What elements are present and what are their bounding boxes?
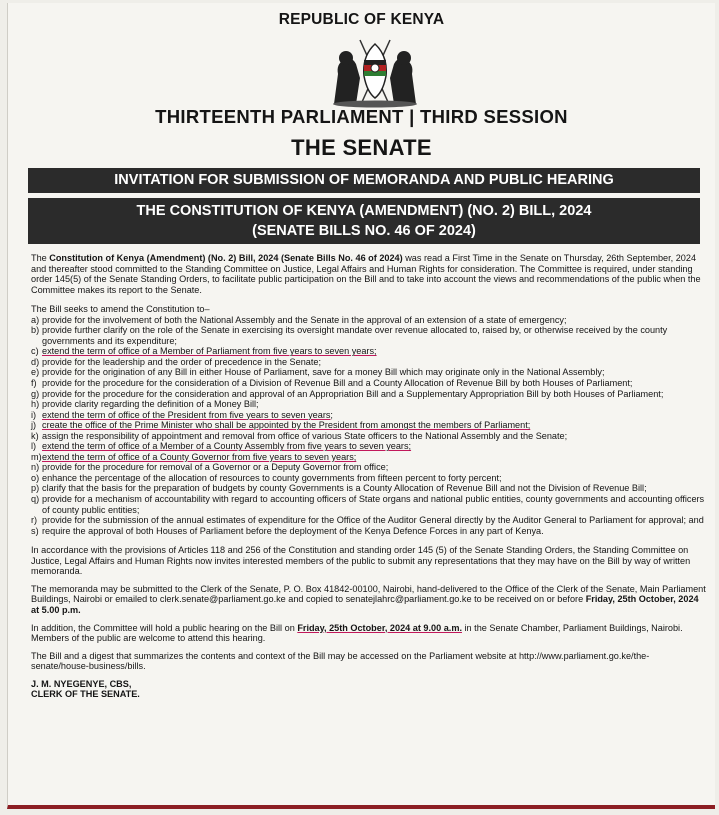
hearing-text-post: in the Senate Chamber, Parliament Buildings, Nairobi. Members of the public are welcome to attend this hearing.: [31, 622, 683, 644]
intro-paragraph: [31, 253, 707, 295]
list-item: [31, 325, 707, 346]
item-letter: r): [31, 515, 38, 526]
list-item: [31, 399, 707, 410]
item-letter: i): [31, 409, 37, 420]
notice-page: [7, 3, 715, 809]
item-text: provide clarity regarding the definition of a Money Bill;: [42, 399, 259, 410]
list-item: [31, 410, 707, 421]
item-letter: o): [31, 472, 40, 483]
item-text-underlined: extend the term of office of a County Governor from five years to seven years;: [42, 451, 357, 462]
item-letter: a): [31, 314, 40, 325]
bill-title-line-1: THE CONSTITUTION OF KENYA (AMENDMENT) (NO. 2) BILL, 2024: [136, 203, 592, 219]
list-item: [31, 515, 707, 526]
item-letter: l): [31, 441, 37, 452]
hearing-paragraph: [31, 623, 707, 644]
list-item: [31, 483, 707, 494]
memoranda-deadline: Friday, 25th October, 2024 at 5.00 p.m.: [31, 594, 699, 615]
item-letter: n): [31, 462, 40, 473]
item-text-underlined: create the office of the Prime Minister who shall be appointed by the President from amongst the members of Parliament;: [42, 420, 531, 431]
list-item: [31, 431, 707, 442]
invitation-banner: INVITATION FOR SUBMISSION OF MEMORANDA AND PUBLIC HEARING: [28, 168, 700, 193]
item-text: assign the responsibility of appointment and removal from office of various State officers to the National Assembly and the Senate;: [42, 430, 568, 441]
list-item: [31, 462, 707, 473]
item-letter: k): [31, 430, 39, 441]
session-heading: THIRTEENTH PARLIAMENT | THIRD SESSION: [155, 106, 568, 127]
item-letter: q): [31, 494, 40, 505]
bill-title-banner: [28, 198, 700, 244]
item-text: provide further clarify on the role of the Senate in exercising its oversight mandate over revenue allocated to, raised by, or otherwise received by the county governments and its expenditure;: [42, 325, 668, 346]
item-text-underlined: extend the term of office of a Member of Parliament from five years to seven years;: [42, 346, 377, 357]
list-item: [31, 378, 707, 389]
item-letter: m): [31, 451, 42, 462]
item-letter: h): [31, 399, 40, 410]
item-letter: c): [31, 346, 39, 357]
item-text-underlined: extend the term of office of a Member of a County Assembly from five years to seven years;: [42, 441, 412, 452]
list-intro: The Bill seeks to amend the Constitution to–: [31, 304, 210, 315]
item-letter: f): [31, 378, 37, 389]
list-item: [31, 473, 707, 484]
bill-name-bold: Constitution of Kenya (Amendment) (No. 2) Bill, 2024 (Senate Bills No. 46 of 2024): [49, 253, 403, 263]
item-text: clarify that the basis for the preparation of budgets by county Governments is a County Allocation of Revenue Bill and not the Division of Revenue Bill;: [42, 483, 647, 494]
item-text: provide for the procedure for the consideration of a Division of Revenue Bill and a County Allocation of Revenue Bill by both Houses of Parliament;: [42, 378, 633, 389]
list-item: [31, 315, 707, 326]
item-letter: e): [31, 367, 40, 378]
item-letter: d): [31, 356, 40, 367]
item-letter: g): [31, 388, 40, 399]
signatory-title: CLERK OF THE SENATE.: [31, 689, 140, 700]
item-text: require the approval of both Houses of Parliament before the deployment of the Kenya Defence Forces in any part of Kenya.: [42, 525, 544, 536]
item-text: provide for the procedure for the consideration and approval of an Appropriation Bill and a Supplementary Appropriation Bill by both Houses of Parliament;: [42, 388, 664, 399]
list-item: [31, 367, 707, 378]
intro-text-rest: was read a First Time in the Senate on Thursday, 26th September, 2024 and thereafter stood committed to the Standing Committee on Justice, Legal Affairs and Human Rights for consideration. The Committee is required, under standing order 145(5) of the Senate Standing Orders, to facilitate public participation on the Bill and to take into account the views and recommendations of the public when the Committee makes its report to the Senate.: [31, 253, 701, 295]
list-item: [31, 494, 707, 515]
list-item: [31, 526, 707, 537]
list-item: [31, 420, 707, 431]
senate-heading: THE SENATE: [291, 135, 432, 160]
item-letter: b): [31, 325, 40, 336]
hearing-date: Friday, 25th October, 2024 at 9.00 a.m.: [297, 622, 462, 633]
list-item: [31, 346, 707, 357]
memoranda-text: The memoranda may be submitted to the Clerk of the Senate, P. O. Box 41842-00100, Nairobi, hand-delivered to the Office of the Clerk of the Senate, Main Parliament Buildings, Nairobi or emailed to clerk.senate@parliament.go.ke and copied to senatejlahrc@parliament.go.ke to be received on or before: [31, 583, 706, 605]
list-item: [31, 357, 707, 368]
item-letter: j): [31, 420, 37, 431]
intro-text-pre: The: [31, 253, 50, 263]
item-text: enhance the percentage of the allocation of resources to county governments from fifteen percent to forty percent;: [42, 472, 502, 483]
list-item: [31, 441, 707, 452]
item-text: provide for the submission of the annual estimates of expenditure for the Office of the Auditor General directly by the Auditor General to Parliament for approval; and: [42, 515, 704, 526]
item-letter: p): [31, 483, 40, 494]
item-text: provide for the involvement of both the National Assembly and the Senate in the approval of an extension of a state of emergency;: [42, 314, 567, 325]
item-text: provide for the origination of any Bill in either House of Parliament, save for a money Bill which may originate only in the National Assembly;: [42, 367, 605, 378]
accordance-paragraph: In accordance with the provisions of Articles 118 and 256 of the Constitution and standing order 145 (5) of the Senate Standing Orders, the Standing Committee on Justice, Legal Affairs and Human Rights now invites interested members of the public to submit any representations that they may have on the Bill by way of written memoranda.: [31, 545, 691, 577]
coat-of-arms-icon: [326, 34, 424, 108]
hearing-text-pre: In addition, the Committee will hold a public hearing on the Bill on: [31, 622, 298, 633]
item-text: provide for a mechanism of accountability with regard to accounting officers of State organs and national public entities, county governments and accounting officers of county public entities;: [42, 494, 705, 515]
item-letter: s): [31, 525, 39, 536]
item-text-underlined: extend the term of office of the President from five years to seven years;: [42, 409, 333, 420]
republic-heading: REPUBLIC OF KENYA: [278, 11, 445, 28]
list-item: [31, 452, 707, 463]
signatory-name: J. M. NYEGENYE, CBS,: [31, 678, 132, 689]
memoranda-paragraph: [31, 584, 707, 616]
website-paragraph: The Bill and a digest that summarizes the contents and context of the Bill may be accessed on the Parliament website at http://www.parliament.go.ke/the-senate/house-business/bills.: [31, 650, 650, 672]
item-text: provide for the leadership and the order of precedence in the Senate;: [42, 356, 322, 367]
bill-title-line-2: (SENATE BILLS NO. 46 OF 2024): [252, 223, 476, 239]
item-text: provide for the procedure for removal of a Governor or a Deputy Governor from office;: [42, 462, 389, 473]
list-item: [31, 389, 707, 400]
notice-body: [31, 253, 707, 700]
